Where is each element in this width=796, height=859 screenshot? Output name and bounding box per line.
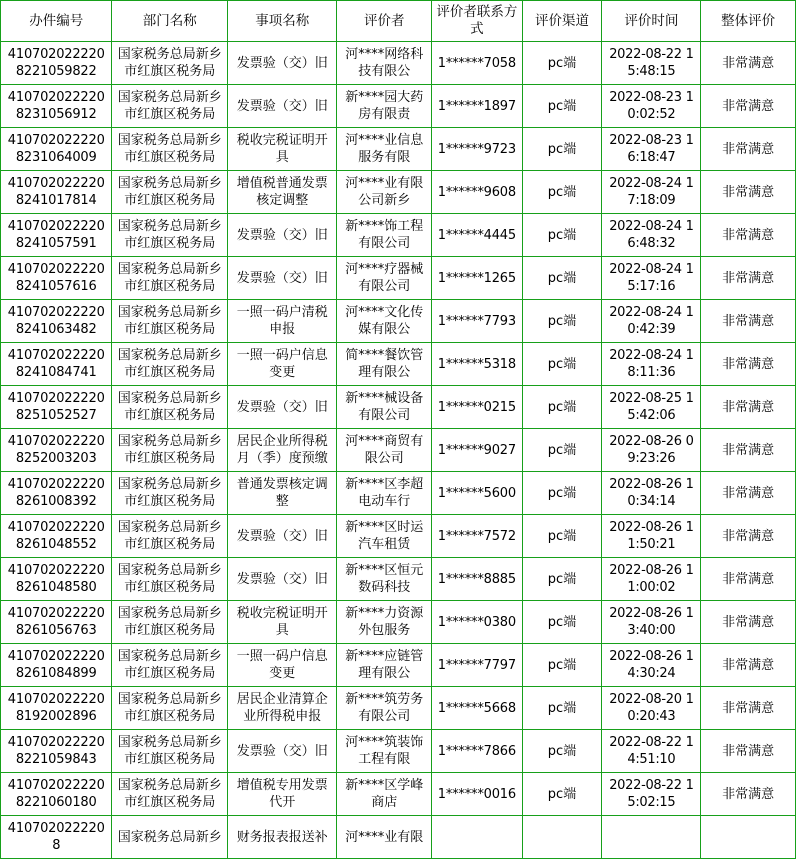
cell-rating: 非常满意 <box>701 601 796 644</box>
cell-rating: 非常满意 <box>701 343 796 386</box>
cell-matter: 发票验（交）旧 <box>228 214 337 257</box>
cell-matter: 居民企业所得税月（季）度预缴 <box>228 429 337 472</box>
cell-matter: 发票验（交）旧 <box>228 730 337 773</box>
cell-channel: pc端 <box>522 644 602 687</box>
cell-id: 4107020222208261048580 <box>1 558 112 601</box>
cell-evaluator: 新****饰工程有限公司 <box>337 214 432 257</box>
cell-channel: pc端 <box>522 558 602 601</box>
cell-matter: 发票验（交）旧 <box>228 85 337 128</box>
cell-department: 国家税务总局新乡市红旗区税务局 <box>112 730 228 773</box>
table-row <box>1 816 796 859</box>
cell-evaluator: 新****区李超电动车行 <box>337 472 432 515</box>
cell-id: 4107020222208261084899 <box>1 644 112 687</box>
cell-matter: 增值税普通发票核定调整 <box>228 171 337 214</box>
column-header-id: 办件编号 <box>1 1 112 42</box>
cell-id: 4107020222208221059843 <box>1 730 112 773</box>
cell-rating: 非常满意 <box>701 558 796 601</box>
cell-channel: pc端 <box>522 773 602 816</box>
cell-evaluator: 河****文化传媒有限公 <box>337 300 432 343</box>
table-row <box>1 343 796 386</box>
cell-channel: pc端 <box>522 257 602 300</box>
cell-department: 国家税务总局新乡市红旗区税务局 <box>112 429 228 472</box>
cell-contact: 1******0215 <box>432 386 522 429</box>
cell-department: 国家税务总局新乡市红旗区税务局 <box>112 42 228 85</box>
cell-id: 4107020222208231056912 <box>1 85 112 128</box>
cell-contact: 1******4445 <box>432 214 522 257</box>
cell-evaluator: 河****商贸有限公司 <box>337 429 432 472</box>
cell-id: 4107020222208221059822 <box>1 42 112 85</box>
table-body <box>1 42 796 859</box>
table-row <box>1 472 796 515</box>
cell-evaluator: 新****区学峰商店 <box>337 773 432 816</box>
cell-contact: 1******7793 <box>432 300 522 343</box>
cell-rating: 非常满意 <box>701 644 796 687</box>
cell-id: 4107020222208261008392 <box>1 472 112 515</box>
cell-channel: pc端 <box>522 171 602 214</box>
cell-time: 2022-08-25 15:42:06 <box>602 386 701 429</box>
cell-department: 国家税务总局新乡市红旗区税务局 <box>112 214 228 257</box>
table-row <box>1 300 796 343</box>
cell-department: 国家税务总局新乡市红旗区税务局 <box>112 515 228 558</box>
cell-rating: 非常满意 <box>701 386 796 429</box>
cell-department: 国家税务总局新乡市红旗区税务局 <box>112 300 228 343</box>
cell-matter: 一照一码户信息变更 <box>228 644 337 687</box>
table-header-row <box>1 1 796 42</box>
cell-contact: 1******1897 <box>432 85 522 128</box>
column-header-channel: 评价渠道 <box>522 1 602 42</box>
cell-evaluator: 河****业有限 <box>337 816 432 859</box>
cell-channel: pc端 <box>522 515 602 558</box>
column-header-matter: 事项名称 <box>228 1 337 42</box>
cell-rating: 非常满意 <box>701 171 796 214</box>
column-header-evaluator: 评价者 <box>337 1 432 42</box>
cell-rating: 非常满意 <box>701 472 796 515</box>
cell-contact: 1******8885 <box>432 558 522 601</box>
cell-contact: 1******9608 <box>432 171 522 214</box>
table-row <box>1 128 796 171</box>
cell-matter: 居民企业清算企业所得税申报 <box>228 687 337 730</box>
table-row <box>1 171 796 214</box>
cell-id: 4107020222208241057591 <box>1 214 112 257</box>
cell-time: 2022-08-26 13:40:00 <box>602 601 701 644</box>
cell-evaluator: 河****网络科技有限公 <box>337 42 432 85</box>
cell-time: 2022-08-20 10:20:43 <box>602 687 701 730</box>
cell-rating: 非常满意 <box>701 515 796 558</box>
cell-channel: pc端 <box>522 386 602 429</box>
cell-time: 2022-08-26 10:34:14 <box>602 472 701 515</box>
cell-id: 4107020222208241057616 <box>1 257 112 300</box>
cell-rating: 非常满意 <box>701 128 796 171</box>
cell-time: 2022-08-24 18:11:36 <box>602 343 701 386</box>
cell-id: 4107020222208192002896 <box>1 687 112 730</box>
table-header <box>1 1 796 42</box>
cell-department: 国家税务总局新乡市红旗区税务局 <box>112 558 228 601</box>
cell-channel: pc端 <box>522 429 602 472</box>
table-row <box>1 429 796 472</box>
cell-matter: 发票验（交）旧 <box>228 257 337 300</box>
cell-rating: 非常满意 <box>701 214 796 257</box>
table-row <box>1 42 796 85</box>
cell-id: 4107020222208 <box>1 816 112 859</box>
cell-channel: pc端 <box>522 128 602 171</box>
cell-evaluator: 新****区恒元数码科技 <box>337 558 432 601</box>
cell-contact <box>432 816 522 859</box>
cell-matter: 财务报表报送补 <box>228 816 337 859</box>
cell-rating: 非常满意 <box>701 773 796 816</box>
cell-id: 4107020222208221060180 <box>1 773 112 816</box>
cell-department: 国家税务总局新乡市红旗区税务局 <box>112 128 228 171</box>
cell-matter: 发票验（交）旧 <box>228 515 337 558</box>
table-row <box>1 601 796 644</box>
cell-time: 2022-08-26 11:50:21 <box>602 515 701 558</box>
table-row <box>1 687 796 730</box>
cell-id: 4107020222208241017814 <box>1 171 112 214</box>
cell-rating: 非常满意 <box>701 85 796 128</box>
cell-department: 国家税务总局新乡市红旗区税务局 <box>112 171 228 214</box>
cell-channel: pc端 <box>522 85 602 128</box>
cell-time: 2022-08-24 15:17:16 <box>602 257 701 300</box>
cell-department: 国家税务总局新乡市红旗区税务局 <box>112 257 228 300</box>
cell-department: 国家税务总局新乡市红旗区税务局 <box>112 644 228 687</box>
cell-channel <box>522 816 602 859</box>
cell-id: 4107020222208241063482 <box>1 300 112 343</box>
cell-time: 2022-08-22 15:48:15 <box>602 42 701 85</box>
cell-contact: 1******5318 <box>432 343 522 386</box>
table-row <box>1 257 796 300</box>
cell-id: 4107020222208251052527 <box>1 386 112 429</box>
cell-contact: 1******9027 <box>432 429 522 472</box>
cell-department: 国家税务总局新乡市红旗区税务局 <box>112 601 228 644</box>
cell-contact: 1******5600 <box>432 472 522 515</box>
cell-matter: 发票验（交）旧 <box>228 558 337 601</box>
cell-matter: 一照一码户信息变更 <box>228 343 337 386</box>
cell-id: 4107020222208261048552 <box>1 515 112 558</box>
cell-matter: 增值税专用发票代开 <box>228 773 337 816</box>
cell-id: 4107020222208252003203 <box>1 429 112 472</box>
cell-evaluator: 河****筑装饰工程有限 <box>337 730 432 773</box>
cell-matter: 税收完税证明开具 <box>228 601 337 644</box>
table-row <box>1 558 796 601</box>
cell-time: 2022-08-26 11:00:02 <box>602 558 701 601</box>
cell-contact: 1******5668 <box>432 687 522 730</box>
cell-evaluator: 河****业信息服务有限 <box>337 128 432 171</box>
cell-department: 国家税务总局新乡市红旗区税务局 <box>112 472 228 515</box>
cell-time: 2022-08-23 10:02:52 <box>602 85 701 128</box>
cell-department: 国家税务总局新乡 <box>112 816 228 859</box>
cell-evaluator: 河****业有限公司新乡 <box>337 171 432 214</box>
cell-rating: 非常满意 <box>701 300 796 343</box>
cell-time: 2022-08-26 09:23:26 <box>602 429 701 472</box>
cell-contact: 1******7058 <box>432 42 522 85</box>
cell-department: 国家税务总局新乡市红旗区税务局 <box>112 687 228 730</box>
cell-matter: 发票验（交）旧 <box>228 386 337 429</box>
table-row <box>1 773 796 816</box>
cell-time: 2022-08-26 14:30:24 <box>602 644 701 687</box>
cell-contact: 1******1265 <box>432 257 522 300</box>
cell-channel: pc端 <box>522 42 602 85</box>
cell-rating <box>701 816 796 859</box>
cell-rating: 非常满意 <box>701 687 796 730</box>
cell-time: 2022-08-24 17:18:09 <box>602 171 701 214</box>
cell-channel: pc端 <box>522 730 602 773</box>
cell-contact: 1******9723 <box>432 128 522 171</box>
column-header-department: 部门名称 <box>112 1 228 42</box>
cell-rating: 非常满意 <box>701 429 796 472</box>
cell-matter: 普通发票核定调整 <box>228 472 337 515</box>
cell-contact: 1******7797 <box>432 644 522 687</box>
cell-evaluator: 简****餐饮管理有限公 <box>337 343 432 386</box>
cell-rating: 非常满意 <box>701 730 796 773</box>
cell-matter: 发票验（交）旧 <box>228 42 337 85</box>
table-row <box>1 386 796 429</box>
cell-department: 国家税务总局新乡市红旗区税务局 <box>112 85 228 128</box>
table-row <box>1 85 796 128</box>
cell-evaluator: 新****筑劳务有限公司 <box>337 687 432 730</box>
cell-time: 2022-08-22 14:51:10 <box>602 730 701 773</box>
table-row <box>1 644 796 687</box>
cell-channel: pc端 <box>522 601 602 644</box>
cell-id: 4107020222208261056763 <box>1 601 112 644</box>
cell-channel: pc端 <box>522 300 602 343</box>
cell-time: 2022-08-23 16:18:47 <box>602 128 701 171</box>
table-row <box>1 730 796 773</box>
cell-time: 2022-08-24 10:42:39 <box>602 300 701 343</box>
cell-channel: pc端 <box>522 214 602 257</box>
column-header-time: 评价时间 <box>602 1 701 42</box>
cell-contact: 1******7866 <box>432 730 522 773</box>
cell-rating: 非常满意 <box>701 257 796 300</box>
cell-channel: pc端 <box>522 343 602 386</box>
cell-time: 2022-08-22 15:02:15 <box>602 773 701 816</box>
cell-evaluator: 新****械设备有限公司 <box>337 386 432 429</box>
cell-evaluator: 新****园大药房有限责 <box>337 85 432 128</box>
cell-evaluator: 河****疗器械有限公司 <box>337 257 432 300</box>
cell-evaluator: 新****区时运汽车租赁 <box>337 515 432 558</box>
cell-rating: 非常满意 <box>701 42 796 85</box>
table-row <box>1 515 796 558</box>
cell-contact: 1******0380 <box>432 601 522 644</box>
cell-department: 国家税务总局新乡市红旗区税务局 <box>112 773 228 816</box>
cell-evaluator: 新****应链管理有限公 <box>337 644 432 687</box>
cell-evaluator: 新****力资源外包服务 <box>337 601 432 644</box>
cell-matter: 税收完税证明开具 <box>228 128 337 171</box>
cell-contact: 1******0016 <box>432 773 522 816</box>
column-header-rating: 整体评价 <box>701 1 796 42</box>
cell-time <box>602 816 701 859</box>
cell-matter: 一照一码户清税申报 <box>228 300 337 343</box>
cell-channel: pc端 <box>522 472 602 515</box>
cell-id: 4107020222208231064009 <box>1 128 112 171</box>
table-row <box>1 214 796 257</box>
cell-contact: 1******7572 <box>432 515 522 558</box>
cell-time: 2022-08-24 16:48:32 <box>602 214 701 257</box>
column-header-contact: 评价者联系方式 <box>432 1 522 42</box>
cell-channel: pc端 <box>522 687 602 730</box>
cell-id: 4107020222208241084741 <box>1 343 112 386</box>
cell-department: 国家税务总局新乡市红旗区税务局 <box>112 343 228 386</box>
cell-department: 国家税务总局新乡市红旗区税务局 <box>112 386 228 429</box>
